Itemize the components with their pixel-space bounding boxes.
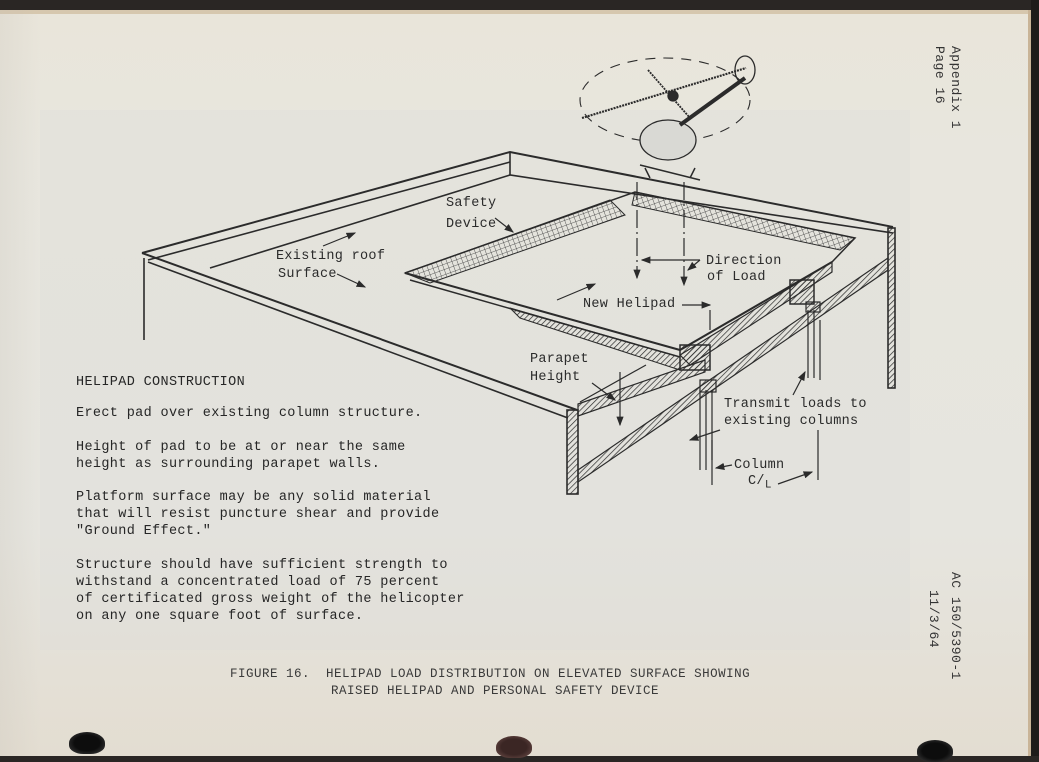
notes-heading: HELIPAD CONSTRUCTION: [76, 375, 246, 390]
document-id-label: AC 150/5390-1: [948, 572, 963, 680]
notes-para-2-line2: height as surrounding parapet walls.: [76, 457, 381, 472]
label-safety-device-line2: Device: [446, 217, 497, 232]
notes-para-2-line1: Height of pad to be at or near the same: [76, 440, 406, 455]
binder-hole: [917, 740, 953, 762]
label-new-helipad: New Helipad: [583, 297, 676, 312]
page-number-label: Page 16: [932, 46, 947, 105]
notes-para-4-line4: on any one square foot of surface.: [76, 609, 364, 624]
label-existing-roof-line1: Existing roof: [276, 249, 386, 264]
notes-para-4-line2: withstand a concentrated load of 75 percent: [76, 575, 440, 590]
support-beams: [578, 258, 888, 482]
binder-hole: [69, 732, 105, 754]
helicopter-sketch: [580, 56, 755, 180]
notes-para-3-line3: "Ground Effect.": [76, 524, 212, 539]
label-direction-of-load-line1: Direction: [706, 254, 782, 269]
label-transmit-loads-line2: existing columns: [724, 414, 859, 429]
label-column: Column: [734, 458, 785, 473]
label-column-centerline: [748, 473, 772, 495]
document-date-label: 11/3/64: [926, 590, 941, 649]
label-parapet-height-line1: Parapet: [530, 352, 589, 367]
figure-caption-line1: FIGURE 16. HELIPAD LOAD DISTRIBUTION ON ELEVATED SURFACE SHOWING: [230, 667, 751, 681]
notes-para-3-line2: that will resist puncture shear and provide: [76, 507, 440, 522]
figure-caption-line2: RAISED HELIPAD AND PERSONAL SAFETY DEVICE: [331, 684, 660, 698]
label-existing-roof-line2: Surface: [278, 267, 337, 282]
notes-para-4-line1: Structure should have sufficient strength to: [76, 558, 448, 573]
binder-hole: [496, 736, 532, 758]
notes-para-1: Erect pad over existing column structure.: [76, 406, 423, 421]
notes-para-3-line1: Platform surface may be any solid material: [76, 490, 431, 505]
label-transmit-loads-line1: Transmit loads to: [724, 397, 867, 412]
label-parapet-height-line2: Height: [530, 370, 581, 385]
notes-para-4-line3: of certificated gross weight of the helicopter: [76, 592, 465, 607]
label-direction-of-load-line2: of Load: [707, 270, 766, 285]
label-safety-device-line1: Safety: [446, 196, 497, 211]
centerline-c: C/: [748, 474, 765, 489]
appendix-label: Appendix 1: [948, 46, 963, 130]
centerline-l: L: [764, 479, 772, 492]
